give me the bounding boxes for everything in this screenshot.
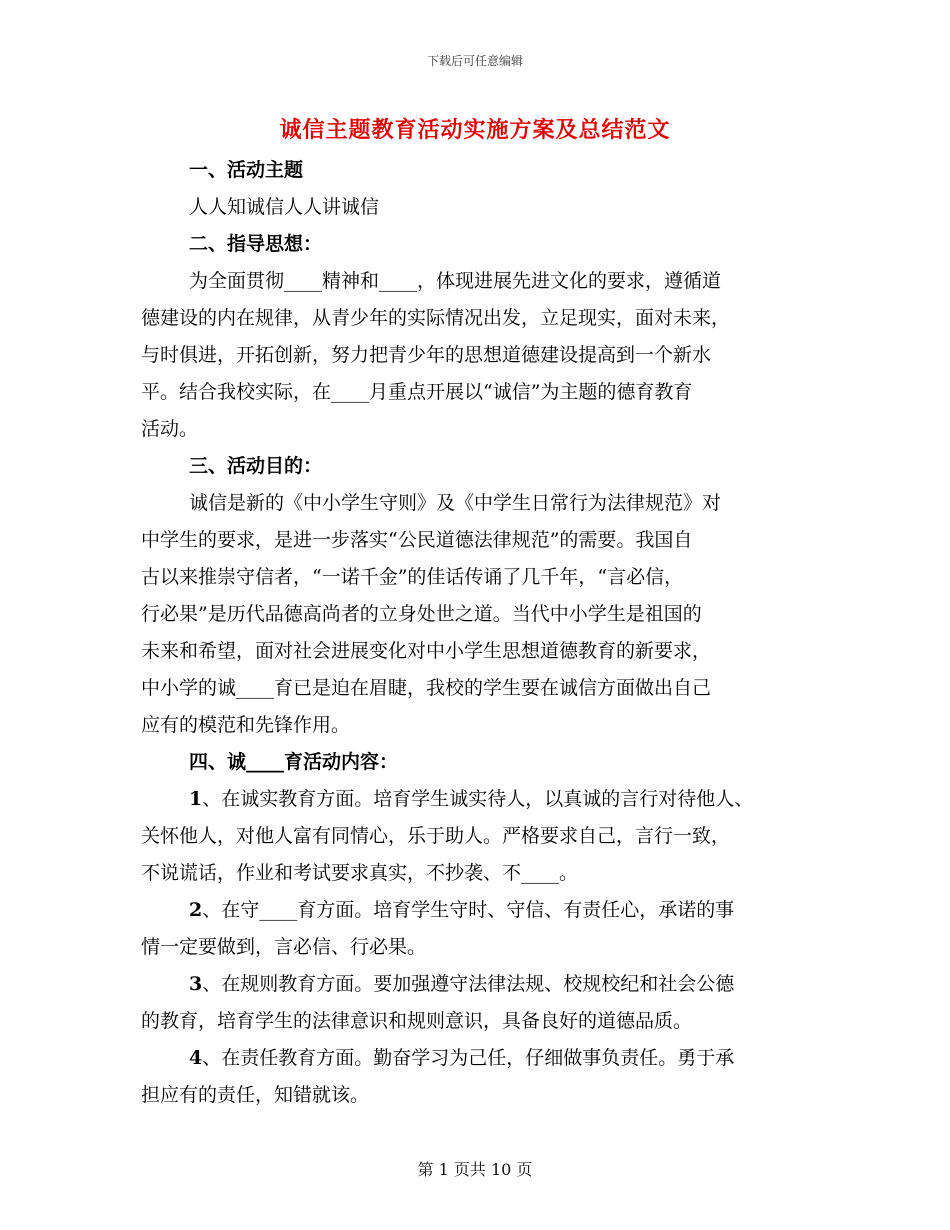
paragraph-line: 活动。 — [141, 418, 199, 440]
section-heading-content: 四、诚____育活动内容： — [189, 751, 399, 773]
section-heading-purpose: 三、活动目的： — [189, 455, 323, 477]
paragraph-line: 行必果”是历代品德高尚者的立身处世之道。当代中小学生是祖国的 — [141, 603, 702, 625]
paragraph-line: 关怀他人，对他人富有同情心，乐于助人。严格要求自己，言行一致， — [141, 825, 731, 847]
paragraph-line: 为全面贯彻____精神和____，体现进展先进文化的要求，遵循道 — [189, 270, 722, 292]
content-item-3 — [141, 966, 821, 1040]
content-item-1 — [141, 781, 821, 892]
paragraph-line — [141, 1040, 821, 1077]
paragraph-line — [141, 781, 821, 818]
paragraph-line — [141, 966, 821, 1003]
paragraph-line: 德建设的内在规律，从青少年的实际情况出发，立足现实，面对未来， — [141, 307, 731, 329]
guiding-thought-paragraph — [141, 263, 821, 448]
section-heading-guiding-thought: 二、指导思想： — [189, 233, 323, 255]
paragraph-line: 情一定要做到，言必信、行必果。 — [141, 936, 427, 958]
paragraph-line: 诚信是新的《中小学生守则》及《中学生日常行为法律规范》对 — [189, 492, 722, 514]
theme-text: 人人知诚信人人讲诚信 — [189, 196, 380, 218]
paragraph-line: 中学生的要求，是进一步落实“公民道德法律规范”的需要。我国自 — [141, 529, 693, 551]
paragraph-line: 平。结合我校实际，在____月重点开展以“诚信”为主题的德育教育 — [141, 381, 693, 403]
item-text: 、在诚实教育方面。培育学生诚实待人，以真诚的言行对待他人、 — [202, 788, 754, 810]
paragraph-line — [141, 892, 821, 929]
item-text: 、在守____育方面。培育学生守时、守信、有责任心，承诺的事 — [202, 899, 735, 921]
paragraph-line: 担应有的责任，知错就该。 — [141, 1084, 370, 1106]
item-number: 1 — [189, 788, 203, 810]
header-note: 下载后可任意编辑 — [426, 54, 523, 68]
paragraph-line: 与时俱进，开拓创新，努力把青少年的思想道德建设提高到一个新水 — [141, 344, 712, 366]
purpose-paragraph — [141, 485, 821, 744]
paragraph-line: 未来和希望，面对社会进展变化对中小学生思想道德教育的新要求， — [141, 640, 712, 662]
item-number: 2 — [189, 899, 203, 921]
paragraph-line: 应有的模范和先锋作用。 — [141, 714, 351, 736]
page-number-footer: 第 1 页共 10 页 — [417, 1160, 533, 1179]
document-body — [141, 152, 821, 1114]
item-number: 4 — [189, 1047, 203, 1069]
paragraph-line: 不说谎话，作业和考试要求真实，不抄袭、不____。 — [141, 862, 579, 884]
document-title: 诚信主题教育活动实施方案及总结范文 — [279, 117, 671, 143]
content-item-2 — [141, 892, 821, 966]
paragraph-line: 古以来推崇守信者，“一诺千金”的佳话传诵了几千年，“言必信， — [141, 566, 684, 588]
paragraph-line: 中小学的诚____育已是迫在眉睫，我校的学生要在诚信方面做出自己 — [141, 677, 712, 699]
item-number: 3 — [189, 973, 203, 995]
paragraph-line: 的教育，培育学生的法律意识和规则意识，具备良好的道德品质。 — [141, 1010, 693, 1032]
item-text: 、在规则教育方面。要加强遵守法律法规、校规校纪和社会公德 — [202, 973, 735, 995]
section-heading-theme: 一、活动主题 — [189, 159, 304, 181]
content-item-4 — [141, 1040, 821, 1114]
item-text: 、在责任教育方面。勤奋学习为己任，仔细做事负责任。勇于承 — [202, 1047, 735, 1069]
